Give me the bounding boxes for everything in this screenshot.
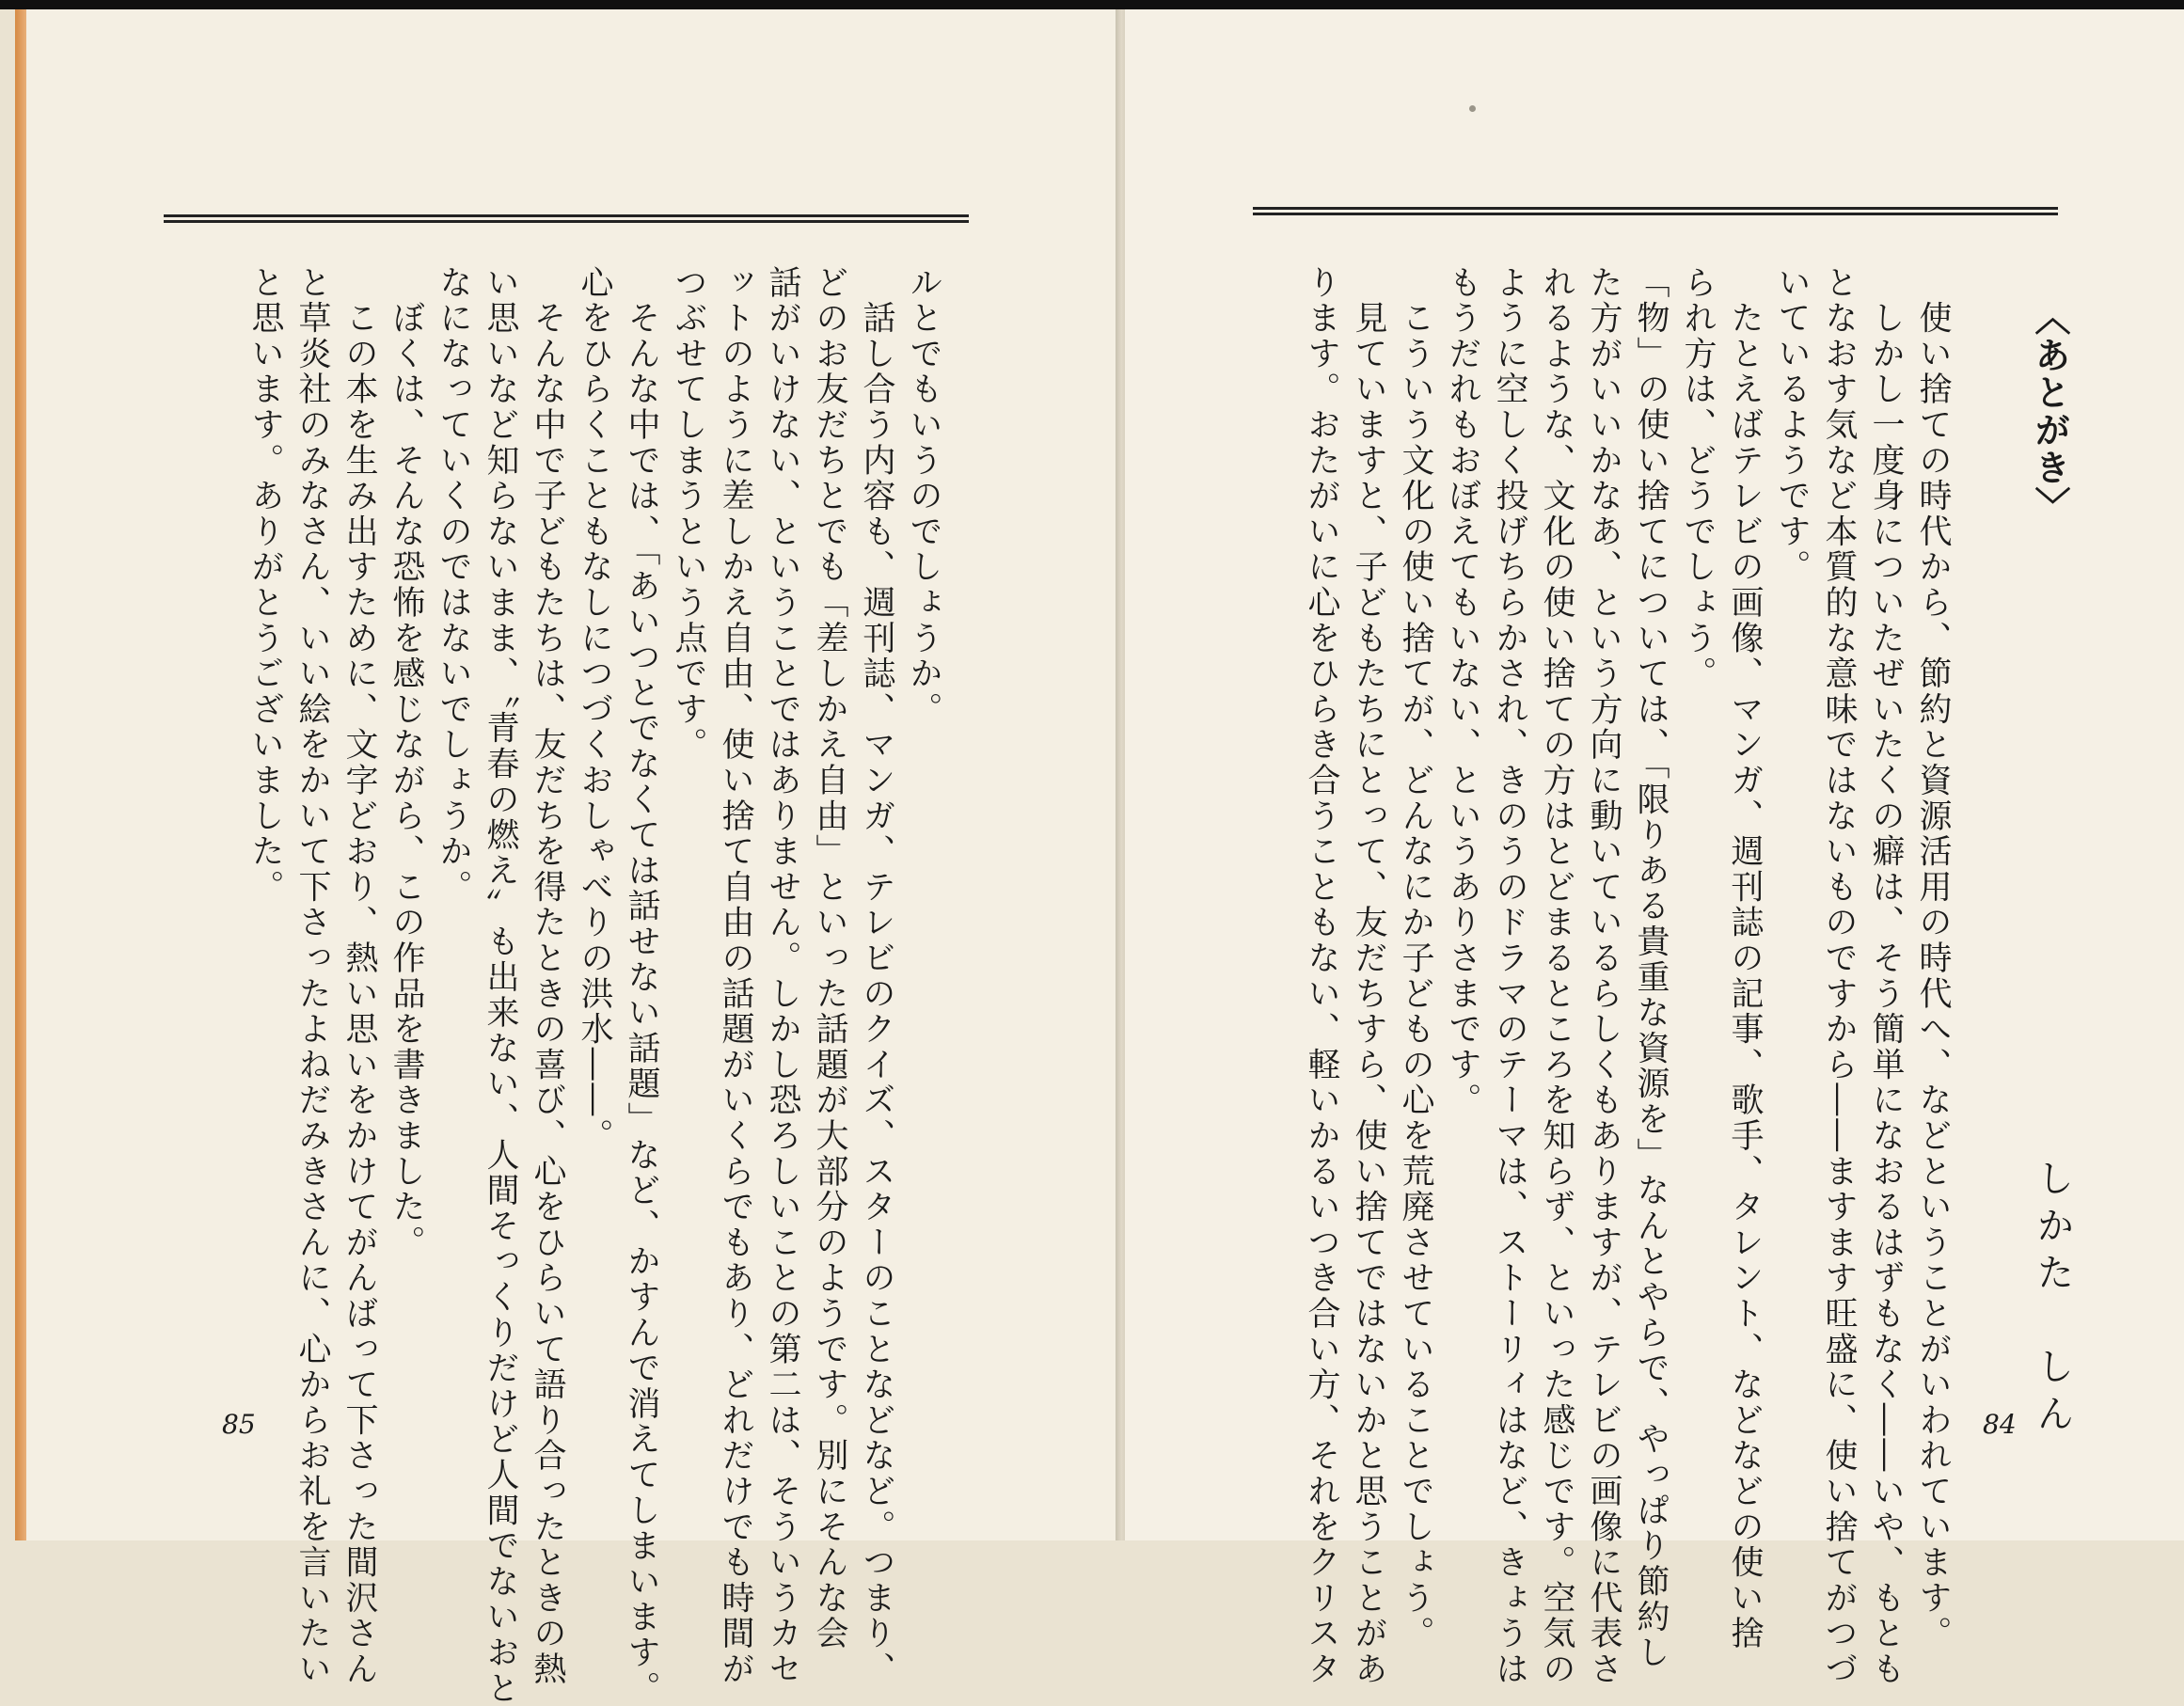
text-line: ットのように差しかえ自由、使い捨て自由の話題がいくらでもあり、どれだけでも時間が: [717, 265, 754, 1687]
text-line: 「物」の使い捨てについては、「限りある貴重な資源を」なんとやらで、やっぱり節約し: [1632, 265, 1670, 1671]
text-line: そんな中で子どもたちは、友だちを得たときの喜び、心をひらいて語り合ったときの熱: [529, 265, 566, 1687]
right-header-rule: [1253, 207, 2058, 215]
text-line: いているようです。: [1773, 265, 1811, 586]
text-line: つぶせてしまうという点です。: [670, 265, 707, 764]
author-name: しかた しん: [2031, 1159, 2074, 1441]
page-number-right: 84: [1983, 1409, 2017, 1440]
text-line: 使い捨ての時代から、節約と資源活用の時代へ、などということがいわれています。: [1914, 265, 1952, 1652]
text-line: た方がいいかなあ、という方向に動いているらしくもありますが、テレビの画像に代表さ: [1585, 265, 1622, 1687]
text-line: となおす気など本質的な意味ではないものですから――ますます旺盛に、使い捨てがつづ: [1820, 265, 1858, 1687]
paper-speck: [1469, 105, 1476, 112]
text-line: 心をひらくこともなしにつづくおしゃべりの洪水――。: [576, 265, 613, 1154]
text-line: れるような、文化の使い捨ての方はとどまるところを知らず、といった感じです。空気の: [1538, 265, 1575, 1687]
left-page-body: [242, 265, 947, 1706]
text-line: い思いなど知らないまま、〝青春の燃え〟も出来ない、人間そっくりだけど人間でないおと: [482, 265, 519, 1706]
text-line: もうだれもおぼえてもいない、というありさまです。: [1444, 265, 1481, 1119]
text-line: と思います。ありがとうございました。: [246, 265, 284, 906]
text-line: ります。おたがいに心をひらき合うこともない、軽いかるいつき合い方、それをクリスタ: [1303, 265, 1340, 1687]
text-line: ルとでもいうのでしょうか。: [905, 265, 942, 728]
text-line: しかし一度身についたぜいたくの癖は、そう簡単になおるはずもなく――いや、もとも: [1867, 265, 1905, 1687]
text-line: この本を生み出すために、文字どおり、熱い思いをかけてがんばって下さった間沢さん: [340, 265, 378, 1687]
book-cover-edge: [15, 9, 26, 1540]
scan-top-edge: [0, 0, 2184, 9]
text-line: たとえばテレビの画像、マンガ、週刊誌の記事、歌手、タレント、などなどの使い捨: [1726, 265, 1764, 1652]
section-heading: 〈あとがき〉: [2029, 299, 2071, 525]
text-line: 話がいけない、ということではありません。しかし恐ろしいことの第二は、そういうカセ: [764, 265, 801, 1687]
left-header-rule: [164, 214, 969, 223]
page-number-left: 85: [222, 1409, 256, 1440]
text-line: なになっていくのではないでしょうか。: [435, 265, 472, 906]
text-line: どのお友だちとでも「差しかえ自由」といった話題が大部分のようです。別にそんな会: [811, 265, 848, 1652]
text-line: と草炎社のみなさん、いい絵をかいて下さったよねだみきさんに、心からお礼を言いたい: [293, 265, 331, 1687]
text-line: ぼくは、そんな恐怖を感じながら、この作品を書きました。: [388, 265, 425, 1261]
text-line: こういう文化の使い捨てが、どんなにか子どもの心を荒廃させていることでしょう。: [1397, 265, 1434, 1652]
text-line: られ方は、どうでしょう。: [1679, 265, 1717, 692]
right-page-body: [1298, 265, 1956, 1687]
text-line: そんな中では、「あいつとでなくては話せない話題」など、かすんで消えてしまいます。: [623, 265, 660, 1706]
text-line: 見ていますと、子どもたちにとって、友だちすら、使い捨てではないかと思うことがあ: [1350, 265, 1387, 1687]
text-line: ように空しく投げちらかされ、きのうのドラマのテーマは、ストーリィはなど、きょうは: [1491, 265, 1528, 1687]
text-line: 話し合う内容も、週刊誌、マンガ、テレビのクイズ、スターのことなどなど。つまり、: [858, 265, 895, 1687]
